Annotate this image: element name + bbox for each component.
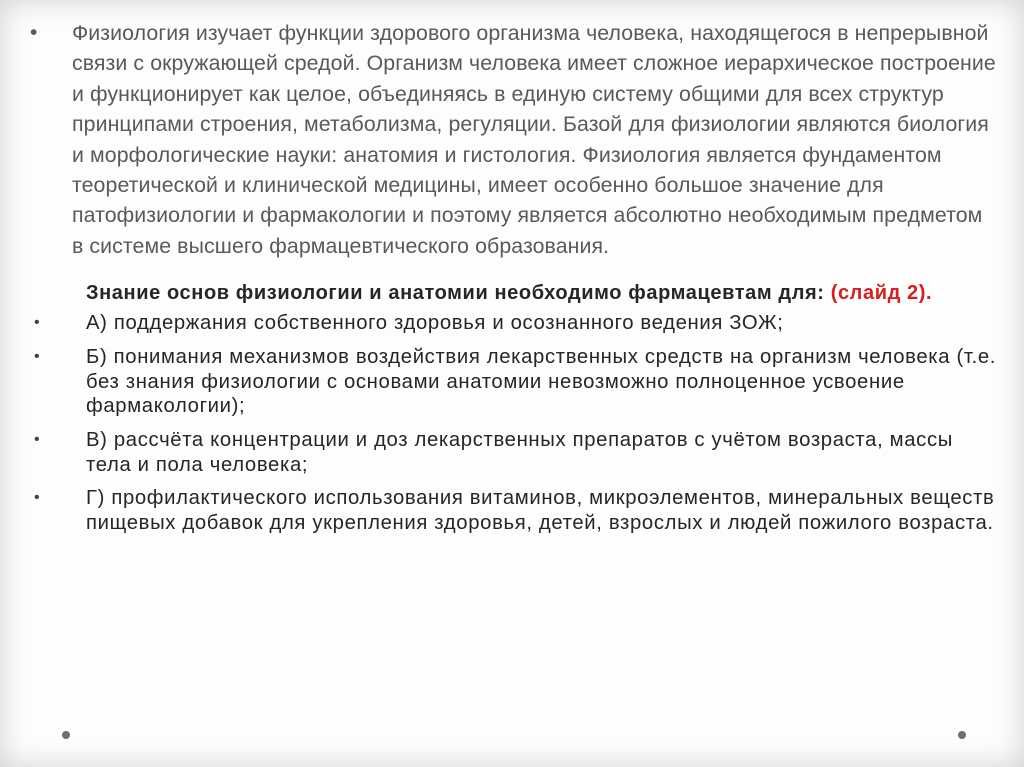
bullet-icon: • xyxy=(34,431,41,449)
list-item-text: В) рассчёта концентрации и доз лекарственных препаратов с учётом возраста, массы тела и пола человека; xyxy=(86,429,953,476)
list-item-c xyxy=(24,428,999,477)
bullet-icon: • xyxy=(34,489,41,507)
list-item-a xyxy=(24,311,999,336)
intro-paragraph xyxy=(24,18,999,261)
list-item-text: Г) профилактического использования витаминов, микроэлементов, минеральных веществ пищевых добавок для укрепления здоровья, детей, взрослых и людей пожилого возраста. xyxy=(86,487,995,535)
bullet-icon: • xyxy=(34,314,41,332)
heading-text: Знание основ физиологии и анатомии необходимо фармацевтам для: xyxy=(86,282,825,305)
slide-reference: (слайд 2). xyxy=(830,282,933,305)
list-item-d xyxy=(24,486,999,535)
decorative-dot-left xyxy=(62,731,70,739)
list-item-text: А) поддержания собственного здоровья и осознанного ведения ЗОЖ; xyxy=(86,312,784,335)
slide-content xyxy=(24,18,999,545)
requirements-list xyxy=(24,311,999,536)
list-item-b xyxy=(24,345,999,419)
decorative-dot-right xyxy=(958,731,966,739)
intro-text: Физиология изучает функции здорового организма человека, находящегося в непрерывной связи с окружающей средой. Организм человека имеет сложное иерархическое построение и функционирует как целое, объединяясь в единую систему общими для всех структур принципами строения, метаболизма, регуляции. Базой для физиологии являются биология и морфологические науки: анатомия и гистология. Физиология является фундаментом теоретической и клинической медицины, имеет особенно большое значение для патофизиологии и фармакологии и поэтому является абсолютно необходимым предметом в системе высшего фармацевтического образования. xyxy=(72,21,996,258)
section-heading xyxy=(24,281,999,305)
list-item-text: Б) понимания механизмов воздействия лекарственных средств на организм человека (т.е. без знания физиологии с основами анатомии невозможно полноценное усвоение фармакологии); xyxy=(86,345,997,418)
bullet-icon: • xyxy=(34,347,41,365)
bullet-icon: • xyxy=(30,21,38,44)
